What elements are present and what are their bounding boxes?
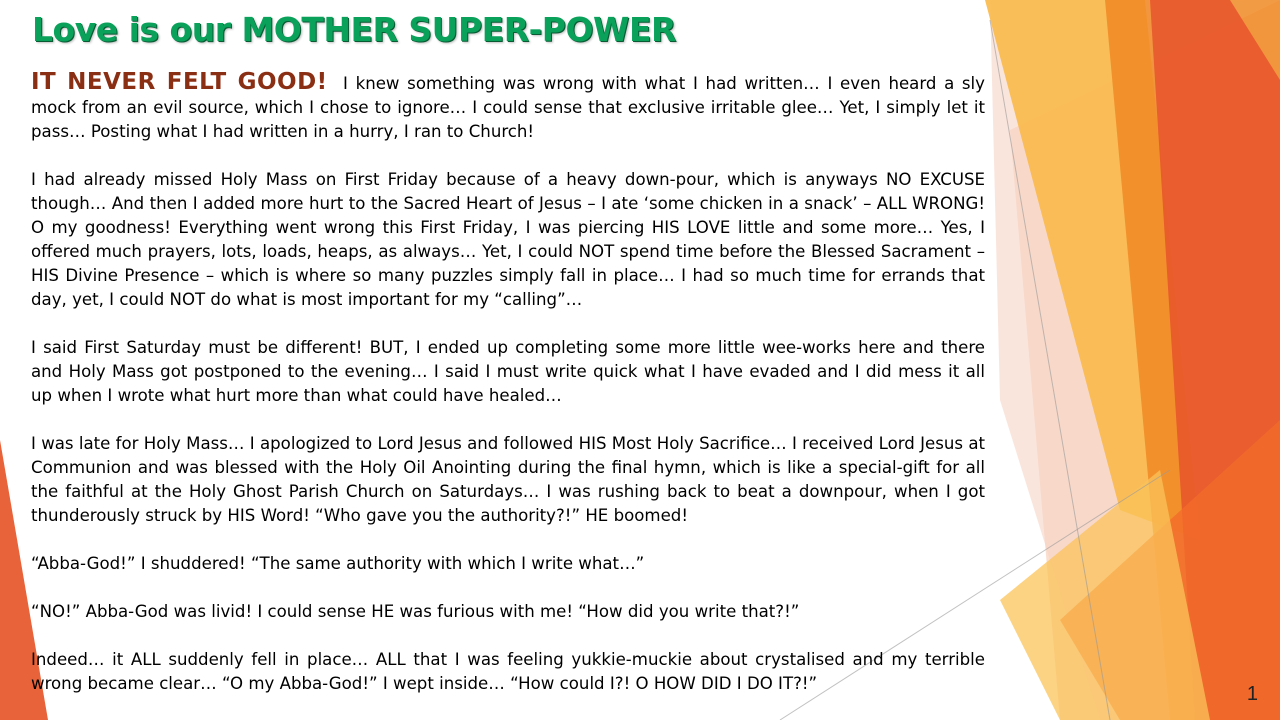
paragraph-6: “NO!” Abba-God was livid! I could sense HE was furious with me! “How did you write that?!” xyxy=(31,602,800,621)
paragraph-3: I said First Saturday must be different! BUT, I ended up completing some more little wee-works here and there and Holy Mass got postponed to the evening… I said I must write quick what I have evaded and I did mess it all up when I wrote what hurt more than what could have healed… xyxy=(31,338,985,405)
paragraph-2: I had already missed Holy Mass on First Friday because of a heavy down-pour, which is anyways NO EXCUSE though… And then I added more hurt to the Sacred Heart of Jesus – I ate ‘some chicken in a snack’ – ALL WRONG! O my goodness! Everything went wrong this First Friday, I was piercing HIS LOVE little and some more… Yes, I offered much prayers, lots, loads, heaps, as always… Yet, I could NOT spend time before the Blessed Sacrament – HIS Divine Presence – which is where so many puzzles simply fall in place… I had so much time for errands that day, yet, I could NOT do what is most important for my “calling”… xyxy=(31,170,985,309)
paragraph-1-text: I knew something was wrong with what I had written… I even heard a sly mock from an evil source, which I chose to ignore… I could sense that exclusive irritable glee… Yet, I simply let it pass… Posting what I had written in a hurry, I ran to Church! xyxy=(31,74,985,141)
page-number: 1 xyxy=(1246,683,1258,705)
lead-heading: IT NEVER FELT GOOD! xyxy=(31,69,328,95)
paragraph-7: Indeed… it ALL suddenly fell in place… ALL that I was feeling yukkie-muckie about crystalised and my terrible wrong became clear… “O my Abba-God!” I wept inside… “How could I?! O HOW DID I DO IT?!” xyxy=(31,650,985,693)
slide-body-text xyxy=(31,70,985,696)
paragraph-4: I was late for Holy Mass… I apologized to Lord Jesus and followed HIS Most Holy Sacrifice… I received Lord Jesus at Communion and was blessed with the Holy Oil Anointing during the final hymn, which is like a special-gift for all the faithful at the Holy Ghost Parish Church on Saturdays… I was rushing back to beat a downpour, when I got thunderously struck by HIS Word! “Who gave you the authority?!” HE boomed! xyxy=(31,434,985,525)
paragraph-1 xyxy=(31,70,985,144)
slide-title: Love is our MOTHER SUPER-POWER xyxy=(32,10,676,49)
paragraph-5: “Abba-God!” I shuddered! “The same authority with which I write what…” xyxy=(31,554,645,573)
